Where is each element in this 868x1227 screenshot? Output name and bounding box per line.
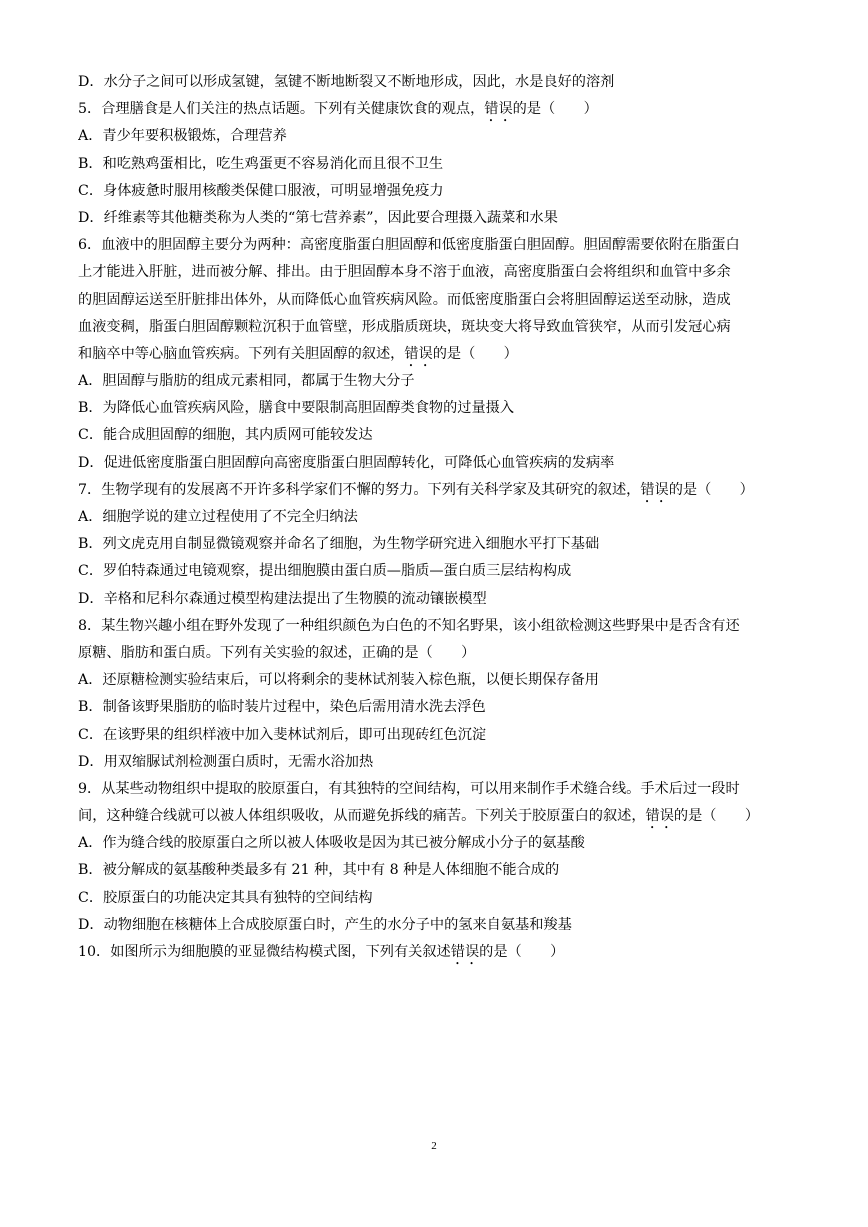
q9-stem-line-2: 间，这种缝合线就可以被人体组织吸收，从而避免拆线的痛苦。下列关于胶原蛋白的叙述，错误的是（ ）: [78, 808, 760, 825]
q9-option-c: C．胶原蛋白的功能决定其具有独特的空间结构: [78, 889, 373, 906]
q8-option-a: A．还原糖检测实验结束后，可以将剩余的斐林试剂装入棕色瓶，以便长期保存备用: [78, 672, 599, 689]
q7-option-b: B．列文虎克用自制显微镜观察并命名了细胞，为生物学研究进入细胞水平打下基础: [78, 536, 600, 553]
q5-stem: 5．合理膳食是人们关注的热点话题。下列有关健康饮食的观点，错误的是（ ）: [78, 101, 598, 118]
q6-option-a: A．胆固醇与脂肪的组成元素相同，都属于生物大分子: [78, 373, 415, 390]
q6-option-c: C．能合成胆固醇的细胞，其内质网可能较发达: [78, 427, 373, 444]
q6-stem-line-3: 的胆固醇运送至肝脏排出体外，从而降低心血管疾病风险。而低密度脂蛋白会将胆固醇运送至动脉，造成: [78, 291, 731, 308]
q5-option-a: A．青少年要积极锻炼，合理营养: [78, 128, 287, 145]
q9-option-b: B．被分解成的氨基酸种类最多有 21 种，其中有 8 种是人体细胞不能合成的: [78, 862, 560, 879]
q6-stem-line-4: 血液变稠，脂蛋白胆固醇颗粒沉积于血管壁，形成脂质斑块，斑块变大将导致血管狭窄，从而引发冠心病: [78, 318, 731, 335]
q5-option-d: D．纤维素等其他糖类称为人类的“第七营养素”，因此要合理摄入蔬菜和水果: [78, 209, 558, 226]
q7-option-a: A．细胞学说的建立过程使用了不完全归纳法: [78, 509, 358, 525]
q9-option-a: A．作为缝合线的胶原蛋白之所以被人体吸收是因为其已被分解成小分子的氨基酸: [78, 835, 585, 852]
q4-option-d: D．水分子之间可以形成氢键，氢键不断地断裂又不断地形成，因此，水是良好的溶剂: [78, 74, 615, 90]
question-content: [78, 69, 790, 966]
q5-option-c: C．身体疲惫时服用核酸类保健口服液，可明显增强免疫力: [78, 182, 444, 199]
q7-stem: 7．生物学现有的发展离不开许多科学家们不懈的努力。下列有关科学家及其研究的叙述，错误的是（ ）: [78, 481, 754, 498]
q8-option-c: C．在该野果的组织样液中加入斐林试剂后，即可出现砖红色沉淀: [78, 726, 487, 743]
q7-option-c: C．罗伯特森通过电镜观察，提出细胞膜由蛋白质—脂质—蛋白质三层结构构成: [78, 563, 572, 580]
q5-option-b: B．和吃熟鸡蛋相比，吃生鸡蛋更不容易消化而且很不卫生: [78, 155, 444, 172]
q9-option-d: D．动物细胞在核糖体上合成胶原蛋白时，产生的水分子中的氢来自氨基和羧基: [78, 916, 572, 933]
q6-option-b: B．为降低心血管疾病风险，膳食中要限制高胆固醇类食物的过量摄入: [78, 400, 515, 417]
q8-option-b: B．制备该野果脂肪的临时装片过程中，染色后需用清水洗去浮色: [78, 699, 486, 716]
q6-stem-line-1: 6．血液中的胆固醇主要分为两种：高密度脂蛋白胆固醇和低密度脂蛋白胆固醇。胆固醇需要依附在脂蛋白: [78, 237, 740, 254]
q10-stem: 10．如图所示为细胞膜的亚显微结构模式图，下列有关叙述错误的是（ ）: [78, 944, 565, 960]
q8-stem-line-2: 原糖、脂肪和蛋白质。下列有关实验的叙述，正确的是（ ）: [78, 644, 476, 661]
q6-option-d: D．促进低密度脂蛋白胆固醇向高密度脂蛋白胆固醇转化，可降低心血管疾病的发病率: [78, 454, 615, 471]
q9-stem-line-1: 9．从某些动物组织中提取的胶原蛋白，有其独特的空间结构，可以用来制作手术缝合线。手术后过一段时: [78, 780, 740, 797]
emphasis-mark: 错误: [404, 345, 433, 362]
q8-option-d: D．用双缩脲试剂检测蛋白质时，无需水浴加热: [78, 753, 374, 770]
emphasis-mark: 错误: [450, 944, 480, 960]
q8-stem-line-1: 8．某生物兴趣小组在野外发现了一种组织颜色为白色的不知名野果，该小组欲检测这些野果中是否含有还: [78, 617, 740, 634]
page-number: 2: [431, 1140, 437, 1152]
emphasis-mark: 错误: [640, 481, 669, 498]
emphasis-mark: 错误: [484, 101, 513, 118]
emphasis-mark: 错误: [645, 808, 674, 825]
q7-option-d: D．辛格和尼科尔森通过模型构建法提出了生物膜的流动镶嵌模型: [78, 590, 487, 607]
q6-stem-line-2: 上才能进入肝脏，进而被分解、排出。由于胆固醇本身不溶于血液，高密度脂蛋白会将组织和血管中多余: [78, 264, 731, 281]
q6-stem-line-5: 和脑卒中等心脑血管疾病。下列有关胆固醇的叙述，错误的是（ ）: [78, 345, 518, 362]
